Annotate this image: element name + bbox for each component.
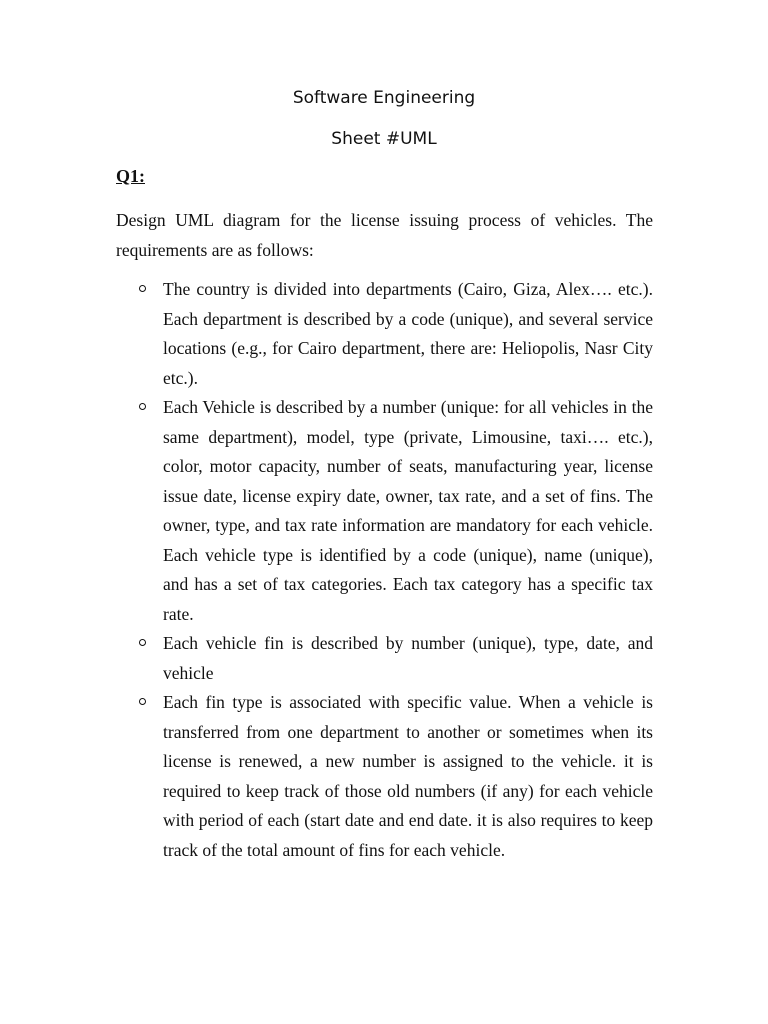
requirement-item — [116, 393, 653, 629]
requirements-list — [116, 275, 653, 865]
requirement-text: Each Vehicle is described by a number (unique: for all vehicles in the same department), model, type (private, Limousine, taxi…. etc.), color, motor capacity, number of seats, manufacturing year, license issue date, license expiry date, owner, tax rate, and a set of fins. The owner, type, and tax rate information are mandatory for each vehicle. Each vehicle type is identified by a code (unique), name (unique), and has a set of tax categories. Each tax category has a specific tax rate. — [163, 397, 653, 624]
sheet-title: Sheet #UML — [331, 129, 437, 149]
hollow-bullet-icon — [139, 285, 146, 292]
question-label: Q1: — [116, 166, 145, 186]
question-intro: Design UML diagram for the license issuing process of vehicles. The requirements are as follows: — [116, 210, 653, 260]
document-title: Software Engineering — [292, 88, 476, 108]
hollow-bullet-icon — [139, 403, 146, 410]
requirement-text: The country is divided into departments (Cairo, Giza, Alex…. etc.). Each department is described by a code (unique), and several service locations (e.g., for Cairo department, there are: Heliopolis, Nasr City etc.). — [163, 279, 653, 388]
requirement-text: Each fin type is associated with specific value. When a vehicle is transferred from one department to another or sometimes when its license is renewed, a new number is assigned to the vehicle. it is required to keep track of those old numbers (if any) for each vehicle with period of each (start date and end date. it is also requires to keep track of the total amount of fins for each vehicle. — [163, 692, 653, 860]
requirement-item — [116, 688, 653, 865]
requirement-item — [116, 275, 653, 393]
requirement-text: Each vehicle fin is described by number (unique), type, date, and vehicle — [163, 633, 653, 683]
hollow-bullet-icon — [139, 698, 146, 705]
requirement-item — [116, 629, 653, 688]
hollow-bullet-icon — [139, 639, 146, 646]
